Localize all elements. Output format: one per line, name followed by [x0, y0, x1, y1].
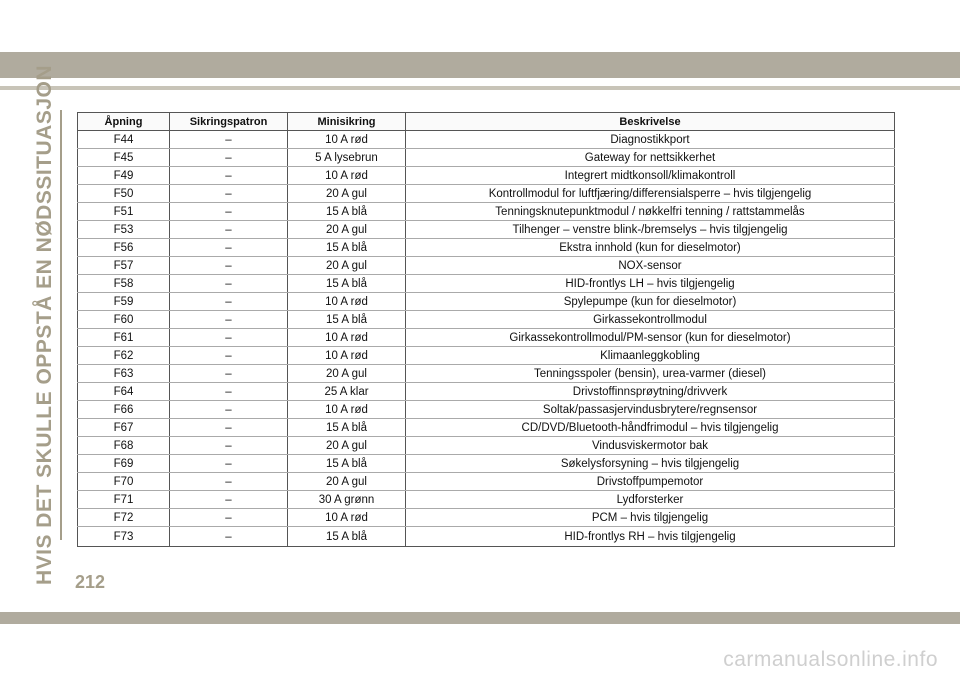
cell-cartridge-fuse: – — [170, 185, 288, 203]
table-row — [78, 419, 895, 437]
table-row — [78, 239, 895, 257]
cell-mini-fuse: 15 A blå — [288, 455, 406, 473]
cell-description: Klimaanleggkobling — [406, 347, 895, 365]
cell-description: NOX-sensor — [406, 257, 895, 275]
cell-opening: F50 — [78, 185, 170, 203]
table-row — [78, 149, 895, 167]
cell-mini-fuse: 20 A gul — [288, 257, 406, 275]
cell-opening: F63 — [78, 365, 170, 383]
cell-opening: F56 — [78, 239, 170, 257]
table-row — [78, 509, 895, 527]
cell-mini-fuse: 10 A rød — [288, 329, 406, 347]
cell-opening: F71 — [78, 491, 170, 509]
cell-cartridge-fuse: – — [170, 311, 288, 329]
cell-mini-fuse: 15 A blå — [288, 203, 406, 221]
cell-mini-fuse: 25 A klar — [288, 383, 406, 401]
table-row — [78, 131, 895, 149]
table-row — [78, 473, 895, 491]
cell-description: Drivstoffpumpemotor — [406, 473, 895, 491]
cell-mini-fuse: 15 A blå — [288, 311, 406, 329]
cell-description: Girkassekontrollmodul — [406, 311, 895, 329]
section-divider — [60, 110, 62, 540]
cell-cartridge-fuse: – — [170, 329, 288, 347]
cell-cartridge-fuse: – — [170, 131, 288, 149]
cell-opening: F67 — [78, 419, 170, 437]
cell-description: Tenningsknutepunktmodul / nøkkelfri tenning / rattstammelås — [406, 203, 895, 221]
cell-mini-fuse: 20 A gul — [288, 221, 406, 239]
cell-mini-fuse: 15 A blå — [288, 527, 406, 547]
cell-description: Drivstoffinnsprøytning/drivverk — [406, 383, 895, 401]
cell-opening: F70 — [78, 473, 170, 491]
table-row — [78, 167, 895, 185]
cell-cartridge-fuse: – — [170, 473, 288, 491]
cell-opening: F68 — [78, 437, 170, 455]
cell-mini-fuse: 5 A lysebrun — [288, 149, 406, 167]
cell-cartridge-fuse: – — [170, 167, 288, 185]
table-row — [78, 527, 895, 547]
cell-opening: F58 — [78, 275, 170, 293]
cell-cartridge-fuse: – — [170, 527, 288, 547]
cell-description: PCM – hvis tilgjengelig — [406, 509, 895, 527]
table-row — [78, 311, 895, 329]
cell-opening: F49 — [78, 167, 170, 185]
cell-cartridge-fuse: – — [170, 275, 288, 293]
cell-mini-fuse: 20 A gul — [288, 473, 406, 491]
cell-cartridge-fuse: – — [170, 509, 288, 527]
cell-cartridge-fuse: – — [170, 293, 288, 311]
cell-mini-fuse: 20 A gul — [288, 365, 406, 383]
fuse-table — [77, 112, 895, 547]
cell-cartridge-fuse: – — [170, 347, 288, 365]
cell-description: Vindusviskermotor bak — [406, 437, 895, 455]
cell-description: Girkassekontrollmodul/PM-sensor (kun for dieselmotor) — [406, 329, 895, 347]
table-row — [78, 401, 895, 419]
cell-cartridge-fuse: – — [170, 221, 288, 239]
table-row — [78, 365, 895, 383]
cell-description: CD/DVD/Bluetooth-håndfrimodul – hvis tilgjengelig — [406, 419, 895, 437]
fuse-table-container — [77, 112, 894, 547]
cell-cartridge-fuse: – — [170, 257, 288, 275]
cell-opening: F59 — [78, 293, 170, 311]
cell-cartridge-fuse: – — [170, 149, 288, 167]
cell-description: Soltak/passasjervindusbrytere/regnsensor — [406, 401, 895, 419]
table-row — [78, 347, 895, 365]
cell-cartridge-fuse: – — [170, 383, 288, 401]
table-row — [78, 329, 895, 347]
cell-mini-fuse: 10 A rød — [288, 401, 406, 419]
cell-opening: F53 — [78, 221, 170, 239]
cell-mini-fuse: 15 A blå — [288, 419, 406, 437]
cell-description: Integrert midtkonsoll/klimakontroll — [406, 167, 895, 185]
cell-cartridge-fuse: – — [170, 401, 288, 419]
cell-mini-fuse: 20 A gul — [288, 185, 406, 203]
cell-description: Diagnostikkport — [406, 131, 895, 149]
section-title-vertical — [30, 64, 60, 586]
cell-mini-fuse: 10 A rød — [288, 131, 406, 149]
cell-opening: F69 — [78, 455, 170, 473]
cell-opening: F45 — [78, 149, 170, 167]
cell-opening: F57 — [78, 257, 170, 275]
cell-cartridge-fuse: – — [170, 491, 288, 509]
cell-description: Tilhenger – venstre blink-/bremselys – hvis tilgjengelig — [406, 221, 895, 239]
cell-opening: F51 — [78, 203, 170, 221]
header-band — [0, 52, 960, 78]
cell-cartridge-fuse: – — [170, 203, 288, 221]
cell-opening: F60 — [78, 311, 170, 329]
cell-opening: F72 — [78, 509, 170, 527]
header-cartridge-fuse: Sikringspatron — [170, 113, 288, 131]
table-row — [78, 221, 895, 239]
cell-opening: F64 — [78, 383, 170, 401]
header-opening: Åpning — [78, 113, 170, 131]
table-row — [78, 185, 895, 203]
table-row — [78, 257, 895, 275]
cell-opening: F61 — [78, 329, 170, 347]
footer-band — [0, 612, 960, 624]
cell-description: Kontrollmodul for luftfjæring/differensialsperre – hvis tilgjengelig — [406, 185, 895, 203]
cell-mini-fuse: 20 A gul — [288, 437, 406, 455]
cell-description: Gateway for nettsikkerhet — [406, 149, 895, 167]
cell-mini-fuse: 10 A rød — [288, 293, 406, 311]
cell-description: Søkelysforsyning – hvis tilgjengelig — [406, 455, 895, 473]
table-header-row — [78, 113, 895, 131]
cell-opening: F73 — [78, 527, 170, 547]
table-row — [78, 383, 895, 401]
cell-description: Lydforsterker — [406, 491, 895, 509]
cell-description: Spylepumpe (kun for dieselmotor) — [406, 293, 895, 311]
header-mini-fuse: Minisikring — [288, 113, 406, 131]
cell-cartridge-fuse: – — [170, 455, 288, 473]
cell-cartridge-fuse: – — [170, 239, 288, 257]
cell-mini-fuse: 15 A blå — [288, 239, 406, 257]
table-row — [78, 275, 895, 293]
cell-opening: F44 — [78, 131, 170, 149]
cell-description: HID-frontlys RH – hvis tilgjengelig — [406, 527, 895, 547]
watermark-text: carmanualsonline.info — [723, 648, 938, 671]
cell-description: HID-frontlys LH – hvis tilgjengelig — [406, 275, 895, 293]
cell-cartridge-fuse: – — [170, 365, 288, 383]
cell-mini-fuse: 30 A grønn — [288, 491, 406, 509]
page-number: 212 — [75, 572, 106, 592]
cell-cartridge-fuse: – — [170, 437, 288, 455]
header-band-line — [0, 86, 960, 90]
header-description: Beskrivelse — [406, 113, 895, 131]
cell-description: Ekstra innhold (kun for dieselmotor) — [406, 239, 895, 257]
section-title-text: HVIS DET SKULLE OPPSTÅ EN NØDSSITUASJON — [33, 64, 57, 586]
cell-description: Tenningsspoler (bensin), urea-varmer (diesel) — [406, 365, 895, 383]
table-row — [78, 437, 895, 455]
table-row — [78, 455, 895, 473]
table-row — [78, 203, 895, 221]
cell-mini-fuse: 15 A blå — [288, 275, 406, 293]
table-row — [78, 293, 895, 311]
cell-opening: F62 — [78, 347, 170, 365]
cell-mini-fuse: 10 A rød — [288, 509, 406, 527]
cell-cartridge-fuse: – — [170, 419, 288, 437]
cell-mini-fuse: 10 A rød — [288, 347, 406, 365]
table-row — [78, 491, 895, 509]
table-body — [78, 131, 895, 547]
cell-opening: F66 — [78, 401, 170, 419]
cell-mini-fuse: 10 A rød — [288, 167, 406, 185]
